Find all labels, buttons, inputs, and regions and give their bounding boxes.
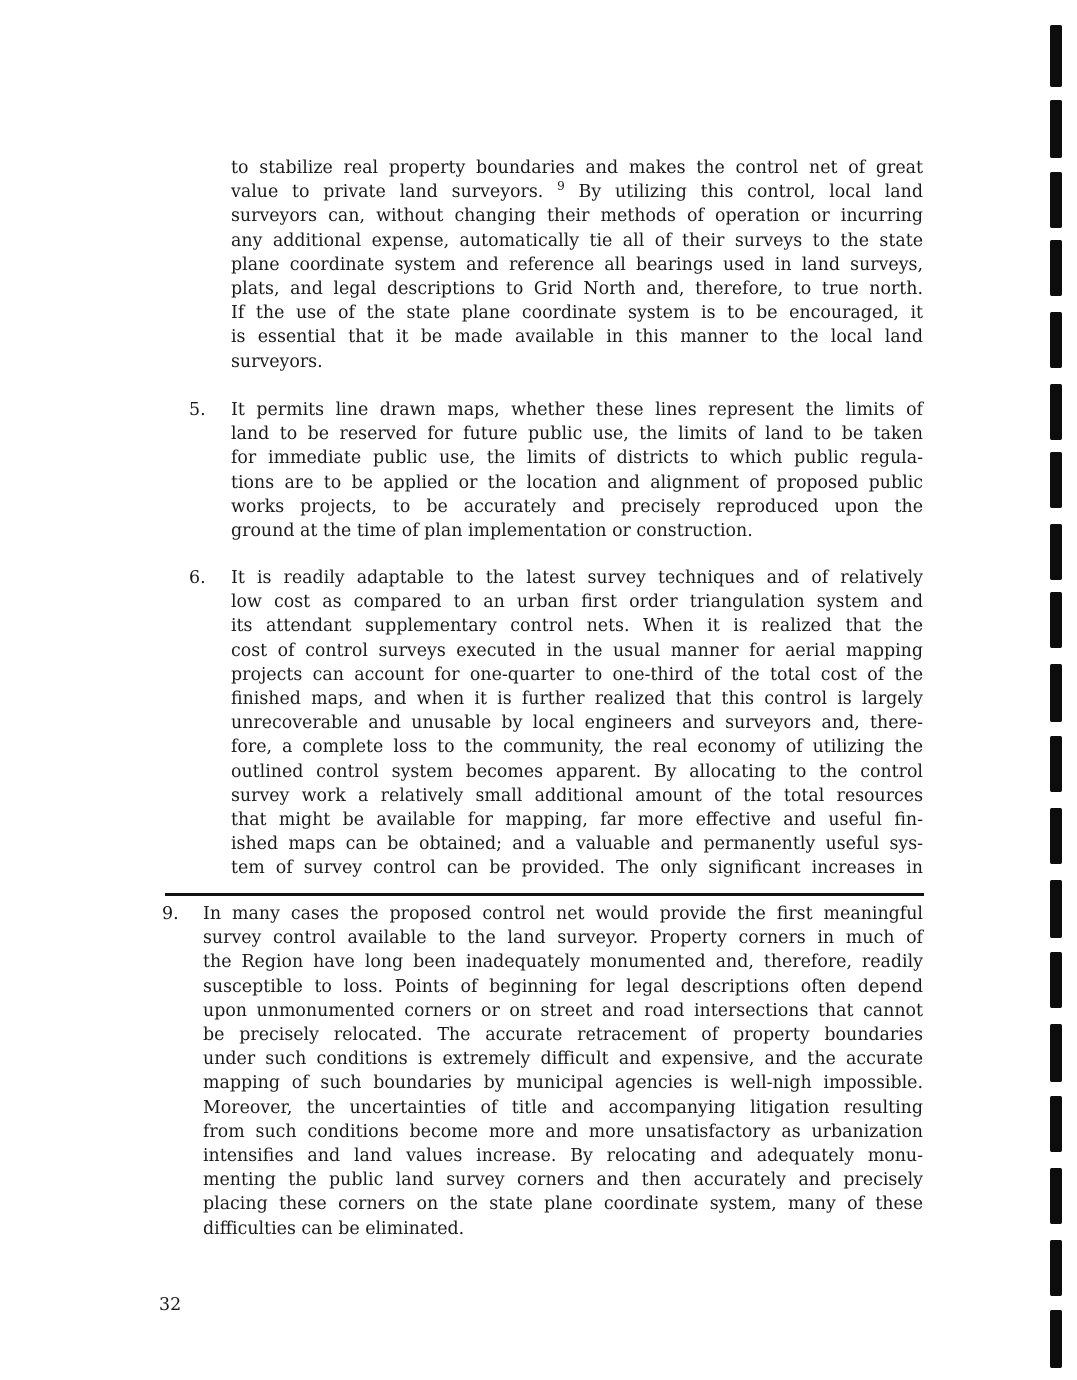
text-line: projects can account for one-quarter to one-third of the total cost of the bbox=[231, 664, 923, 685]
binding-mark bbox=[1050, 240, 1062, 296]
text-line: from such conditions become more and more unsatisfactory as urbanization bbox=[203, 1121, 923, 1142]
text-line: mapping of such boundaries by municipal agencies is well-nigh impossible. bbox=[203, 1073, 923, 1094]
text-line: any additional expense, automatically tie all of their surveys to the state bbox=[231, 230, 923, 251]
text-line: difficulties can be eliminated. bbox=[203, 1218, 465, 1239]
text-line: placing these corners on the state plane coordinate system, many of these bbox=[203, 1194, 923, 1215]
binding-mark bbox=[1050, 736, 1062, 792]
text-line: survey work a relatively small additional amount of the total resources bbox=[231, 785, 923, 806]
binding-mark bbox=[1050, 1310, 1062, 1368]
footnote-number: 9. bbox=[162, 904, 179, 924]
text-line: ground at the time of plan implementation or construction. bbox=[231, 521, 753, 542]
text-segment: value to private land surveyors. bbox=[231, 182, 544, 203]
text-line: plane coordinate system and reference all bearings used in land surveys, bbox=[231, 254, 923, 275]
text-line: the Region have long been inadequately monumented and, therefore, readily bbox=[203, 952, 923, 973]
text-line: works projects, to be accurately and precisely reproduced upon the bbox=[231, 496, 923, 517]
footnote-paragraph bbox=[203, 902, 923, 1241]
binding-mark bbox=[1050, 100, 1062, 158]
binding-marks bbox=[1040, 0, 1077, 1380]
text-line: plats, and legal descriptions to Grid North and, therefore, to true north. bbox=[231, 279, 923, 300]
text-line: In many cases the proposed control net would provide the first meaningful bbox=[203, 904, 923, 924]
text-line: under such conditions is extremely difficult and expensive, and the accurate bbox=[203, 1049, 923, 1070]
item-6-paragraph bbox=[231, 566, 923, 881]
binding-mark bbox=[1050, 312, 1062, 368]
continuation-paragraph bbox=[231, 156, 923, 374]
text-line: survey control available to the land surveyor. Property corners in much of bbox=[203, 928, 923, 949]
text-segment: By utilizing this control, local land bbox=[578, 182, 924, 203]
binding-mark bbox=[1050, 592, 1062, 648]
text-line: intensifies and land values increase. By relocating and adequately monu- bbox=[203, 1146, 923, 1167]
text-line: unrecoverable and unusable by local engineers and surveyors and, there- bbox=[231, 713, 923, 734]
text-line: tem of survey control can be provided. The only significant increases in bbox=[231, 858, 923, 879]
text-line: that might be available for mapping, far more effective and useful fin- bbox=[231, 810, 923, 831]
text-line: It is readily adaptable to the latest survey techniques and of relatively bbox=[231, 568, 923, 588]
binding-mark bbox=[1050, 524, 1062, 580]
binding-mark bbox=[1050, 172, 1062, 228]
text-line: fore, a complete loss to the community, the real economy of utilizing the bbox=[231, 737, 923, 758]
binding-mark bbox=[1050, 664, 1062, 722]
text-line: outlined control system becomes apparent. By allocating to the control bbox=[231, 761, 923, 782]
text-line: surveyors can, without changing their methods of operation or incurring bbox=[231, 206, 923, 227]
item-5-paragraph bbox=[231, 398, 923, 543]
text-line: Moreover, the uncertainties of title and accompanying litigation resulting bbox=[203, 1097, 923, 1118]
text-line: finished maps, and when it is further realized that this control is largely bbox=[231, 689, 923, 710]
text-line: ished maps can be obtained; and a valuable and permanently useful sys- bbox=[231, 834, 923, 855]
text-line: susceptible to loss. Points of beginning for legal descriptions often depend bbox=[203, 976, 923, 997]
text-line: surveyors. bbox=[231, 351, 323, 372]
binding-mark bbox=[1050, 1240, 1062, 1296]
text-line: low cost as compared to an urban first order triangulation system and bbox=[231, 592, 923, 613]
footnote-reference: 9 bbox=[557, 179, 565, 194]
footnote-separator-rule bbox=[165, 893, 924, 896]
text-line: to stabilize real property boundaries and makes the control net of great bbox=[231, 158, 923, 178]
text-line: land to be reserved for future public use, the limits of land to be taken bbox=[231, 424, 923, 445]
text-line: cost of control surveys executed in the usual manner for aerial mapping bbox=[231, 640, 923, 661]
text-line: its attendant supplementary control nets. When it is realized that the bbox=[231, 616, 923, 637]
binding-mark bbox=[1050, 25, 1062, 87]
text-line: menting the public land survey corners and then accurately and precisely bbox=[203, 1170, 923, 1191]
binding-mark bbox=[1050, 880, 1062, 938]
text-line: tions are to be applied or the location and alignment of proposed public bbox=[231, 472, 923, 493]
binding-mark bbox=[1050, 384, 1062, 440]
text-line: be precisely relocated. The accurate retracement of property boundaries bbox=[203, 1025, 923, 1046]
binding-mark bbox=[1050, 952, 1062, 1008]
binding-mark bbox=[1050, 1024, 1062, 1082]
page-number: 32 bbox=[159, 1295, 182, 1315]
binding-mark bbox=[1050, 452, 1062, 508]
item-number: 5. bbox=[189, 400, 206, 420]
binding-mark bbox=[1050, 1096, 1062, 1152]
text-line: upon unmonumented corners or on street and road intersections that cannot bbox=[203, 1000, 923, 1021]
text-line: for immediate public use, the limits of districts to which public regula- bbox=[231, 448, 923, 469]
text-line: is essential that it be made available in this manner to the local land bbox=[231, 327, 923, 348]
item-number: 6. bbox=[189, 568, 206, 588]
binding-mark bbox=[1050, 1168, 1062, 1224]
text-line: It permits line drawn maps, whether these lines represent the limits of bbox=[231, 400, 923, 420]
binding-mark bbox=[1050, 808, 1062, 864]
text-line: If the use of the state plane coordinate system is to be encouraged, it bbox=[231, 303, 923, 324]
text-line-with-footnote bbox=[231, 180, 923, 204]
